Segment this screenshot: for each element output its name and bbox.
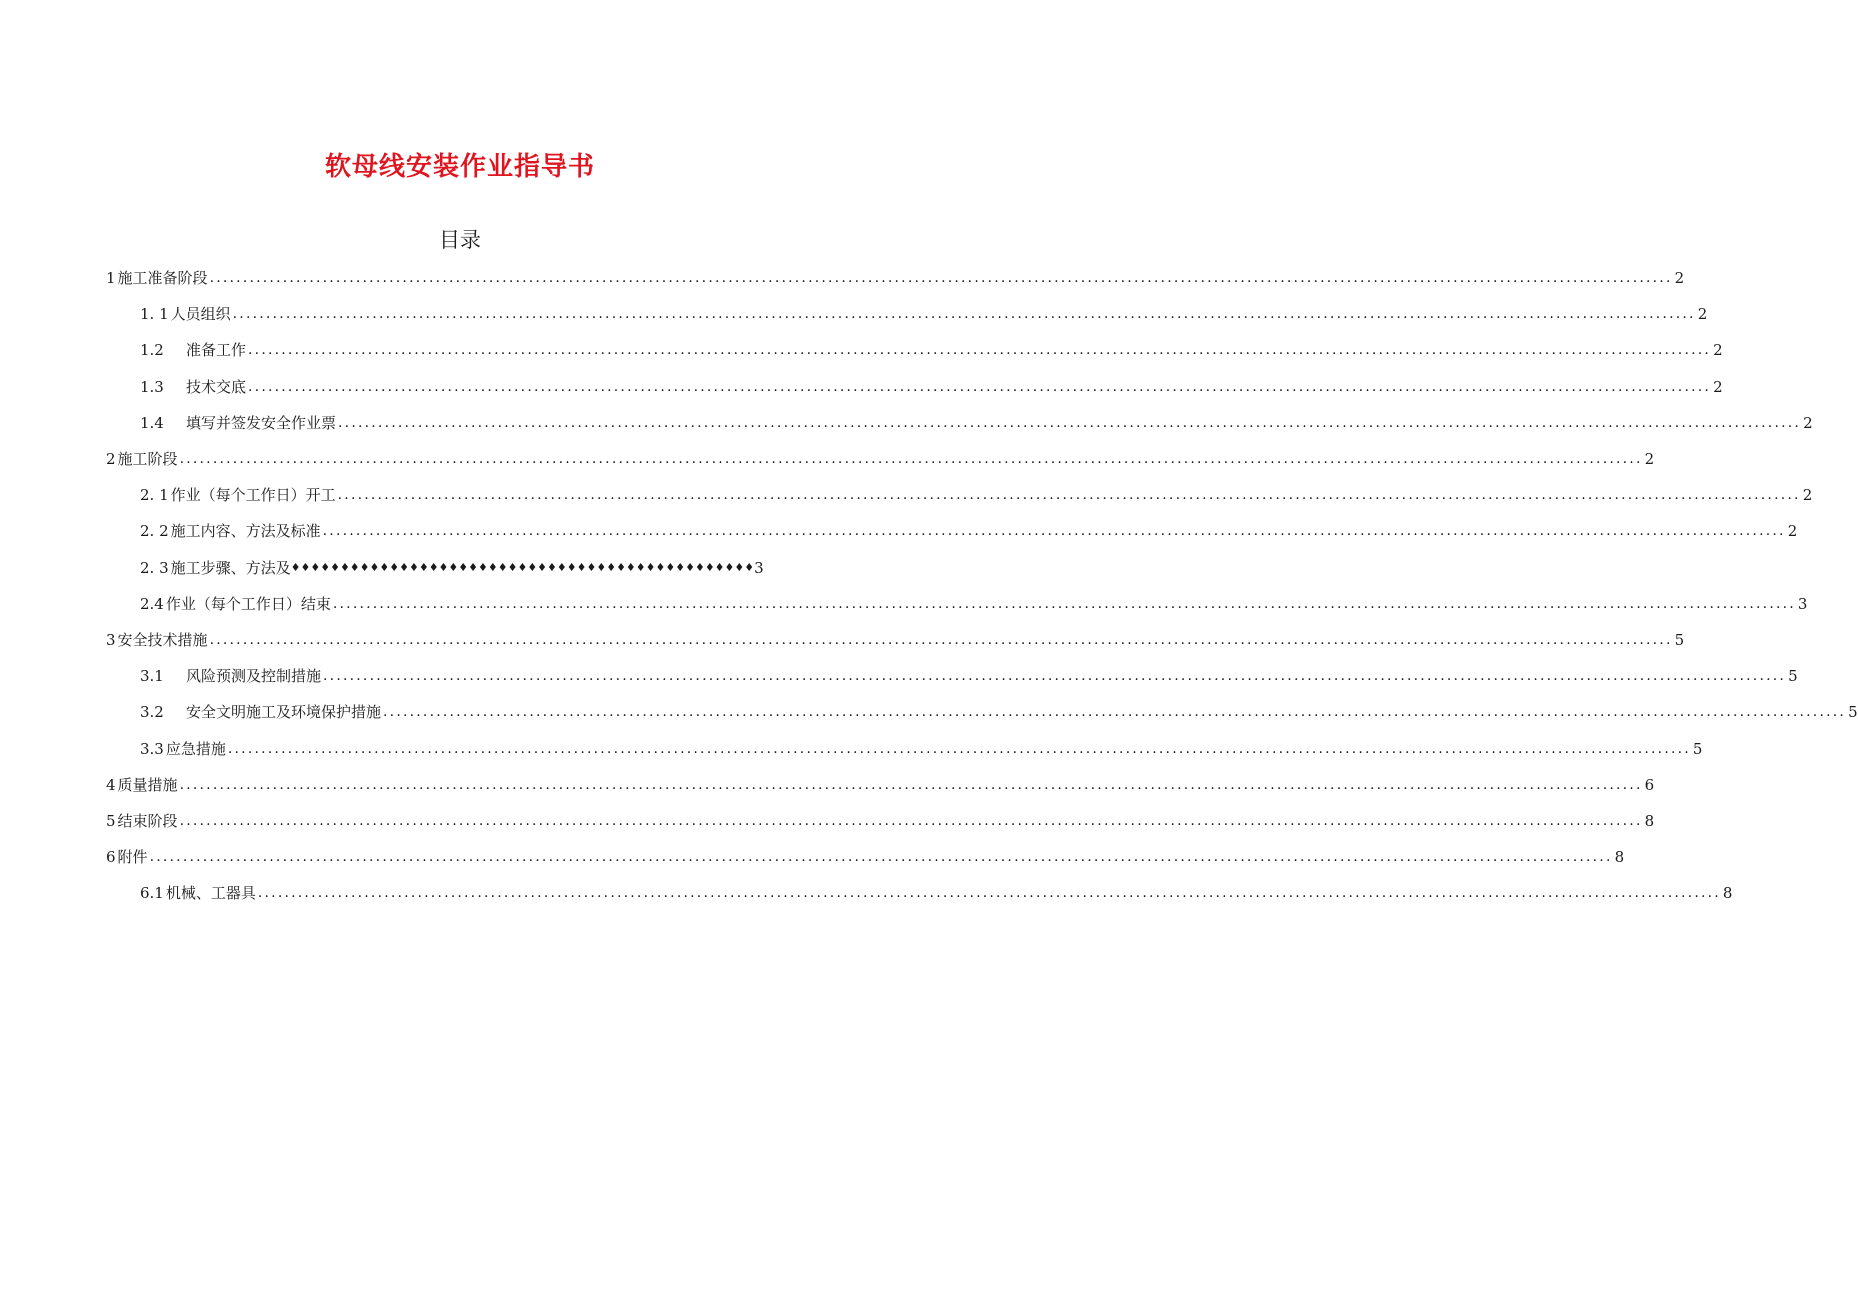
- toc-leader: ............................................................................................................................................................................................................................: [149, 849, 1613, 866]
- toc-entry-page: 6: [1644, 775, 1655, 794]
- toc-entry-page: 5: [1848, 703, 1858, 722]
- toc-leader: ............................................................................................................................................................................................................................: [209, 632, 1673, 648]
- toc-entry[interactable]: [140, 735, 1703, 759]
- toc-entry-number: 2. 1: [140, 486, 169, 505]
- toc-entry-number: 6: [106, 848, 116, 867]
- toc-leader: ............................................................................................................................................................................................................................: [338, 414, 1802, 431]
- toc-entry[interactable]: [140, 554, 826, 578]
- toc-entry-page: 5: [1674, 631, 1685, 649]
- toc-entry[interactable]: [140, 698, 1858, 722]
- toc-leader: ............................................................................................................................................................................................................................: [209, 270, 1673, 286]
- toc-entry[interactable]: [140, 409, 1813, 433]
- toc-leader: ............................................................................................................................................................................................................................: [257, 885, 1721, 902]
- toc-entry-label: 质量措施: [117, 775, 178, 794]
- toc-entry-number: 1.3: [140, 377, 164, 396]
- toc-entry-label: 应急措施: [165, 739, 226, 758]
- toc-entry-label: 准备工作: [186, 341, 247, 360]
- toc-leader: ............................................................................................................................................................................................................................: [248, 378, 1712, 395]
- toc-entry-label: 作业（每个工作日）结束: [165, 594, 331, 613]
- toc-entry-label: 机械、工器具: [165, 884, 256, 903]
- toc-entry[interactable]: [106, 445, 1655, 469]
- toc-entry-number: 6.1: [140, 884, 164, 903]
- toc-entry-label: 填写并签发安全作业票: [186, 413, 337, 432]
- toc-entry[interactable]: [140, 590, 1808, 614]
- toc-entry[interactable]: [106, 626, 1685, 650]
- toc-entry[interactable]: [140, 517, 1798, 541]
- toc-entry-page: 2: [1713, 377, 1723, 396]
- toc-entry[interactable]: [106, 807, 1655, 831]
- toc-entry-number: 3: [106, 631, 116, 649]
- toc-entry-label: 人员组织: [170, 305, 231, 324]
- toc-entry-label: 安全技术措施: [117, 631, 208, 649]
- toc-entry-page: 2: [1713, 341, 1723, 360]
- toc-leader: ............................................................................................................................................................................................................................: [332, 595, 1796, 612]
- toc-leader: ............................................................................................................................................................................................................................: [383, 704, 1847, 721]
- toc-entry-label: 施工准备阶段: [117, 269, 208, 287]
- document-title: 软母线安装作业指导书: [324, 152, 595, 182]
- toc-heading: 目录: [439, 228, 481, 252]
- toc-entry-page: 3: [754, 558, 764, 577]
- toc-entry-number: 4: [106, 775, 116, 794]
- toc-entry-page: 5: [1788, 667, 1798, 686]
- toc-leader: ............................................................................................................................................................................................................................: [337, 487, 1801, 504]
- toc-entry-label: 施工内容、方法及标准: [170, 522, 321, 541]
- toc-entry[interactable]: [140, 373, 1723, 397]
- toc-entry-page: 8: [1722, 884, 1733, 903]
- toc-entry[interactable]: [140, 879, 1733, 903]
- toc-entry-page: 2: [1803, 413, 1813, 432]
- toc-entry-page: 2: [1802, 486, 1813, 505]
- toc-leader: ............................................................................................................................................................................................................................: [179, 813, 1643, 829]
- toc-entry[interactable]: [140, 662, 1798, 686]
- toc-entry-number: 2. 3: [140, 558, 169, 577]
- toc-entry-page: 5: [1692, 739, 1703, 758]
- toc-leader: ............................................................................................................................................................................................................................: [322, 523, 1786, 540]
- toc-entry-number: 1. 1: [140, 305, 169, 324]
- toc-entry-number: 3.3: [140, 739, 164, 758]
- toc-entry-page: 3: [1797, 594, 1808, 613]
- toc-entry-number: 2. 2: [140, 522, 169, 541]
- toc-entry-page: 2: [1697, 305, 1708, 324]
- toc-entry-page: 8: [1644, 812, 1655, 830]
- toc-entry-page: 2: [1644, 450, 1655, 468]
- toc-entry-number: 5: [106, 812, 116, 830]
- toc-entry[interactable]: [106, 264, 1685, 288]
- toc-leader: ............................................................................................................................................................................................................................: [248, 342, 1712, 359]
- toc-entry-label: 施工步骤、方法及: [170, 558, 291, 577]
- toc-entry-label: 安全文明施工及环境保护措施: [186, 703, 382, 722]
- toc-entry-number: 3.1: [140, 667, 164, 686]
- toc-entry-page: 2: [1674, 269, 1685, 287]
- toc-entry-number: 1: [106, 269, 116, 287]
- toc-entry-number: 3.2: [140, 703, 164, 722]
- toc-entry-label: 风险预测及控制措施: [186, 667, 322, 686]
- toc-entry-label: 附件: [117, 848, 148, 867]
- toc-leader: ............................................................................................................................................................................................................................: [179, 451, 1643, 467]
- toc-entry[interactable]: [140, 481, 1813, 505]
- toc-leader: ............................................................................................................................................................................................................................: [179, 776, 1643, 793]
- toc-entry-number: 1.4: [140, 413, 164, 432]
- toc-entry[interactable]: [140, 300, 1708, 324]
- toc-entry-label: 结束阶段: [117, 812, 178, 830]
- toc-entry[interactable]: [106, 843, 1625, 867]
- toc-entry[interactable]: [106, 771, 1655, 795]
- toc-entry-page: 2: [1787, 522, 1798, 541]
- toc-entry-number: 2: [106, 450, 116, 468]
- toc-leader: ♦♦♦♦♦♦♦♦♦♦♦♦♦♦♦♦♦♦♦♦♦♦♦♦♦♦♦♦♦♦♦♦♦♦♦♦♦♦♦♦♦♦♦♦♦♦♦: [290, 560, 755, 574]
- toc-leader: ............................................................................................................................................................................................................................: [227, 740, 1691, 757]
- toc-entry[interactable]: [140, 336, 1723, 360]
- toc-leader: ............................................................................................................................................................................................................................: [323, 668, 1787, 685]
- toc-entry-number: 2.4: [140, 594, 164, 613]
- toc-entry-page: 8: [1614, 848, 1625, 867]
- toc-entry-label: 施工阶段: [117, 450, 178, 468]
- toc-leader: ............................................................................................................................................................................................................................: [232, 306, 1696, 323]
- toc-entry-number: 1.2: [140, 341, 164, 360]
- toc-entry-label: 技术交底: [186, 377, 247, 396]
- toc-entry-label: 作业（每个工作日）开工: [170, 486, 336, 505]
